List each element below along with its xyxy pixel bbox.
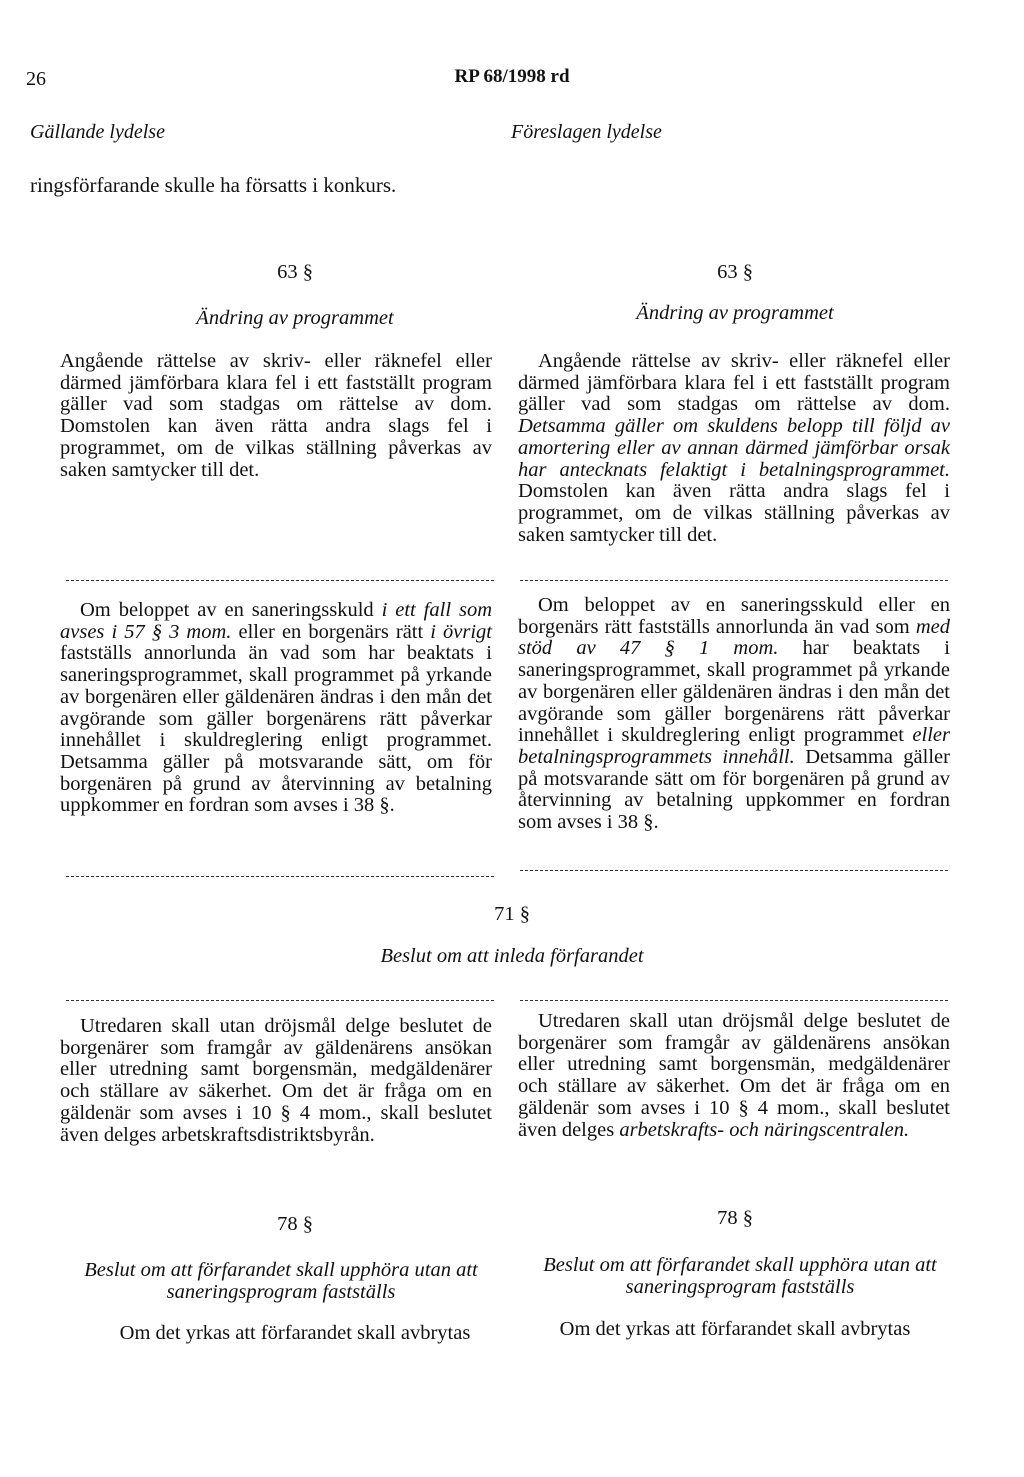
left-section-63-title: Ändring av programmet <box>196 307 394 329</box>
left-section-63-paragraph-2: Om beloppet av en saneringsskuld i ett fall som avses i 57 § 3 mom. eller en borgenärs rätt i övrigt fastställs annorlunda än vad som har beaktats i saneringsprogrammet, skall programmet på yrkande av borgenären eller gäldenären ändras i den mån det avgörande som gäller borgenärens rätt påverkar innehållet i skuldreglering enligt programmet. Detsamma gäller på motsvarande sätt, om för borgenären på grund av återvinning av betalning uppkommer en fordran som avses i 38 §. <box>60 599 492 817</box>
right-section-63-paragraph-1: Angående rättelse av skriv- eller räknefel eller därmed jämförbara klara fel i ett fastställt program gäller vad som stadgas om rättelse av dom. Detsamma gäller om skuldens belopp till följd av amortering eller av annan därmed jämförbar orsak har antecknats felaktigt i betalningsprogrammet. Domstolen kan även rätta andra slags fel i programmet, om de vilkas ställning påverkas av saken samtycker till det. <box>518 350 950 546</box>
left-section-78-number: 78 § <box>277 1213 313 1235</box>
right-section-78-title: Beslut om att förfarandet skall upphöra utan att saneringsprogram fastställs <box>543 1254 937 1298</box>
left-section-63-number: 63 § <box>277 261 313 283</box>
right-section-63-title: Ändring av programmet <box>636 302 834 324</box>
right-column-heading: Föreslagen lydelse <box>511 121 662 143</box>
right-section-63-number: 63 § <box>717 261 753 283</box>
right-section-71-text: Utredaren skall utan dröjsmål delge beslutet de borgenärer som framgår av gäldenärens ansökan eller utredning samt borgensmän, medgäldenärer och ställare av säkerhet. Om det är fråga om en gäldenär som avses i 10 § 4 mom., skall beslutet även delges arbetskrafts- och näringscentralen. <box>518 1010 950 1141</box>
right-section-71-divider <box>520 1000 948 1001</box>
left-section-71-text: Utredaren skall utan dröjsmål delge beslutet de borgenärer som framgår av gäldenärens ansökan eller utredning samt borgensmän, medgäldenärer och ställare av säkerhet. Om det är fråga om en gäldenär som avses i 10 § 4 mom., skall beslutet även delges arbetskraftsdistriktsbyrån. <box>60 1015 492 1146</box>
section-71-number: 71 § <box>494 903 530 925</box>
page-number: 26 <box>26 68 46 90</box>
left-column-heading: Gällande lydelse <box>30 121 165 143</box>
running-title: RP 68/1998 rd <box>454 66 570 87</box>
left-omission-divider <box>66 580 494 581</box>
left-section-78-title: Beslut om att förfarandet skall upphöra utan att saneringsprogram fastställs <box>84 1259 478 1303</box>
left-section-63-paragraph-1: Angående rättelse av skriv- eller räknefel eller därmed jämförbara klara fel i ett fastställt program gäller vad som stadgas om rättelse av dom. Domstolen kan även rätta andra slags fel i programmet, om de vilkas ställning påverkas av saken samtycker till det. <box>60 350 492 481</box>
right-omission-divider <box>520 580 948 581</box>
right-section-78-number: 78 § <box>717 1207 753 1229</box>
left-section-71-divider <box>66 1000 494 1001</box>
right-section-63-paragraph-2: Om beloppet av en saneringsskuld eller en borgenärs rätt fastställs annorlunda än vad som med stöd av 47 § 1 mom. har beaktats i saneringsprogrammet, skall programmet på yrkande av borgenären eller gäldenären ändras i den mån det avgörande som gäller borgenärens rätt påverkar innehållet i skuldreglering enligt programmet eller betalningsprogrammets innehåll. Detsamma gäller på motsvarande sätt om för borgenären på grund av återvinning av betalning uppkommer en fordran som avses i 38 §. <box>518 594 950 834</box>
section-71-title: Beslut om att inleda förfarandet <box>380 945 644 967</box>
left-section-78-text: Om det yrkas att förfarandet skall avbrytas <box>119 1322 471 1344</box>
right-omission-divider-2 <box>520 870 948 871</box>
carryover-text: ringsförfarande skulle ha försatts i konkurs. <box>30 173 397 197</box>
right-section-78-text: Om det yrkas att förfarandet skall avbrytas <box>559 1318 911 1340</box>
left-omission-divider-2 <box>66 876 494 877</box>
